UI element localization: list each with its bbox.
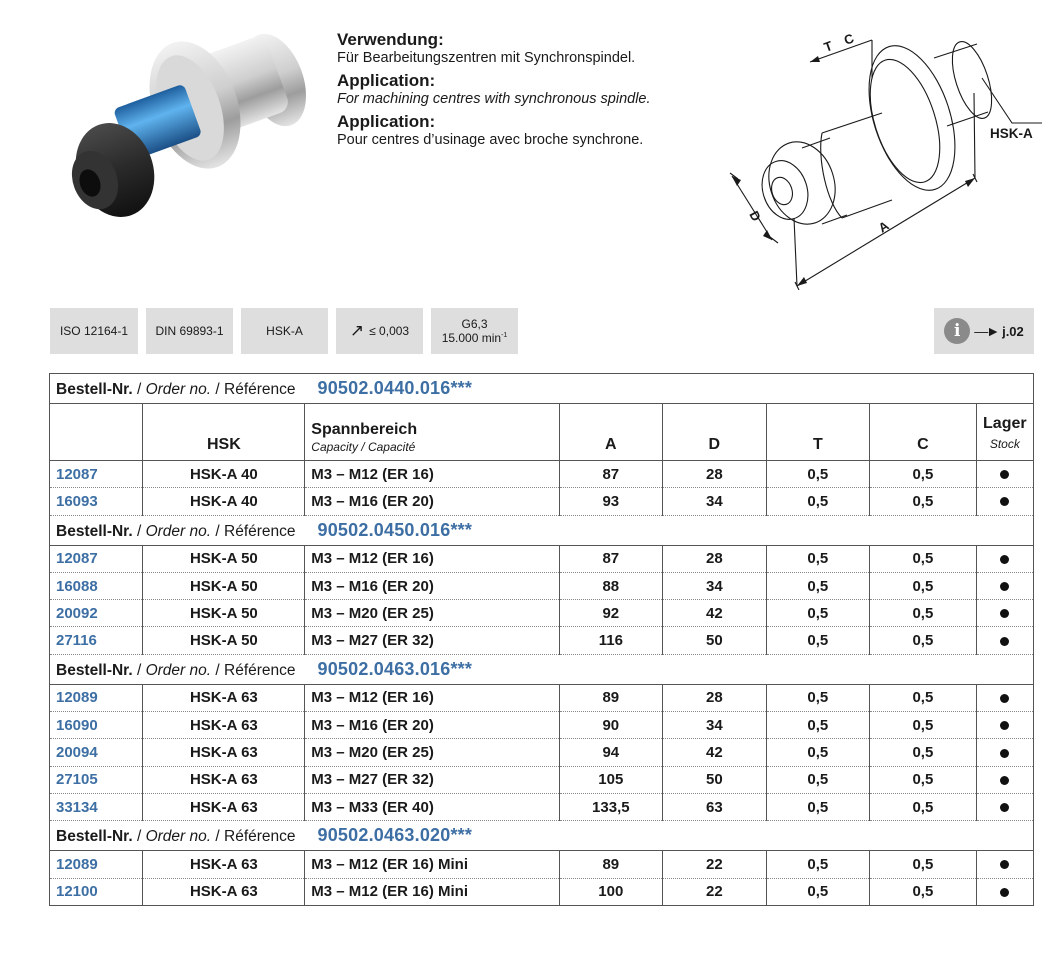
dim-t: 0,5 <box>766 600 870 627</box>
runout-arrow-icon: ↗ <box>349 321 365 340</box>
order-label-de: Bestell-Nr. <box>56 522 133 540</box>
stock-dot-icon <box>1000 555 1009 564</box>
stock-cell <box>976 545 1033 572</box>
stock-cell <box>976 461 1033 488</box>
dim-t: 0,5 <box>766 545 870 572</box>
dim-a: 94 <box>559 739 663 766</box>
dim-t: 0,5 <box>766 572 870 599</box>
dim-d: 42 <box>663 739 767 766</box>
clamping-capacity: M3 – M16 (ER 20) <box>305 712 559 739</box>
din-standard-badge: DIN 69893-1 <box>146 308 233 354</box>
table-row <box>50 600 1034 627</box>
clamping-capacity: M3 – M20 (ER 25) <box>305 600 559 627</box>
dim-d: 42 <box>663 600 767 627</box>
runout-value: ≤ 0,003 <box>369 324 410 338</box>
usage-text-fr: Pour centres d’usinage avec broche synchrone. <box>337 132 644 148</box>
usage-text-de: Für Bearbeitungszentren mit Synchronspindel. <box>337 50 636 66</box>
article-number[interactable]: 16090 <box>50 712 143 739</box>
dim-c: 0,5 <box>870 545 977 572</box>
order-label-en: Order no. <box>145 828 212 846</box>
order-group-header <box>50 515 1034 545</box>
hsk-size: HSK-A 63 <box>143 793 305 820</box>
order-label-fr: Référence <box>224 661 296 679</box>
hsk-size: HSK-A 40 <box>143 461 305 488</box>
header-stock <box>976 404 1033 461</box>
dim-a: 100 <box>559 878 663 905</box>
dim-a: 105 <box>559 766 663 793</box>
dim-t: 0,5 <box>766 488 870 515</box>
clamping-capacity: M3 – M12 (ER 16) <box>305 545 559 572</box>
dim-t: 0,5 <box>766 851 870 878</box>
stock-dot-icon <box>1000 694 1009 703</box>
dim-t: 0,5 <box>766 878 870 905</box>
clamping-capacity: M3 – M16 (ER 20) <box>305 488 559 515</box>
clamping-capacity: M3 – M20 (ER 25) <box>305 739 559 766</box>
dim-t: 0,5 <box>766 793 870 820</box>
order-label: Bestell-Nr. / Order no. / Référence <box>56 661 296 679</box>
dim-a: 87 <box>559 461 663 488</box>
dim-label-a: A <box>875 217 892 236</box>
runout-badge <box>336 308 423 354</box>
dim-c: 0,5 <box>870 766 977 793</box>
dim-label-t: T <box>821 38 835 55</box>
dim-a: 89 <box>559 684 663 711</box>
order-group-header <box>50 374 1034 404</box>
hsk-size: HSK-A 63 <box>143 684 305 711</box>
stock-dot-icon <box>1000 803 1009 812</box>
stock-cell <box>976 851 1033 878</box>
table-row <box>50 793 1034 820</box>
stock-cell <box>976 488 1033 515</box>
order-number: 90502.0463.016*** <box>317 658 473 679</box>
table-row <box>50 572 1034 599</box>
table-row <box>50 712 1034 739</box>
header-hsk: HSK <box>143 404 305 461</box>
dim-d: 28 <box>663 461 767 488</box>
dim-d: 22 <box>663 878 767 905</box>
balance-grade: G6,3 <box>461 317 488 331</box>
dim-d: 28 <box>663 684 767 711</box>
order-label-de: Bestell-Nr. <box>56 381 133 398</box>
usage-heading-en: Application: <box>337 71 436 90</box>
article-number[interactable]: 12087 <box>50 461 143 488</box>
table-row <box>50 851 1034 878</box>
order-label-de: Bestell-Nr. <box>56 661 133 679</box>
header-capacity <box>305 404 559 461</box>
stock-dot-icon <box>1000 860 1009 869</box>
stock-cell <box>976 793 1033 820</box>
balance-speed: 15.000 $\min^{-1}$ <box>441 331 508 345</box>
info-reference-code: j.02 <box>1002 323 1024 339</box>
header-c: C <box>870 404 977 461</box>
usage-fr <box>337 112 757 149</box>
dim-c: 0,5 <box>870 739 977 766</box>
order-label-fr: Référence <box>224 522 296 540</box>
order-number: 90502.0463.020*** <box>317 825 473 846</box>
header-stock-en: Stock <box>989 437 1020 451</box>
order-label-en: Order no. <box>145 381 212 398</box>
product-photo <box>40 20 310 230</box>
usage-heading-fr: Application: <box>337 112 436 131</box>
order-group-header <box>50 821 1034 851</box>
article-number[interactable]: 12100 <box>50 878 143 905</box>
dim-t: 0,5 <box>766 461 870 488</box>
table-row <box>50 461 1034 488</box>
order-label: Bestell-Nr. / Order no. / Référence <box>56 522 296 540</box>
dim-a: 92 <box>559 600 663 627</box>
header-article <box>50 404 143 461</box>
usage-text-en: For machining centres with synchronous spindle. <box>337 91 651 107</box>
clamping-capacity: M3 – M12 (ER 16) Mini <box>305 851 559 878</box>
header-stock-de: Lager <box>983 415 1027 432</box>
header-a: A <box>559 404 663 461</box>
stock-cell <box>976 766 1033 793</box>
dim-d: 28 <box>663 545 767 572</box>
stock-dot-icon <box>1000 721 1009 730</box>
info-reference-badge[interactable] <box>934 308 1034 354</box>
stock-dot-icon <box>1000 637 1009 646</box>
column-header-row <box>50 404 1034 461</box>
stock-cell <box>976 739 1033 766</box>
usage-heading-de: Verwendung: <box>337 30 444 49</box>
hsk-size: HSK-A 50 <box>143 545 305 572</box>
clamping-capacity: M3 – M33 (ER 40) <box>305 793 559 820</box>
clamping-capacity: M3 – M12 (ER 16) Mini <box>305 878 559 905</box>
usage-description <box>337 30 757 153</box>
order-number: 90502.0440.016*** <box>317 378 473 398</box>
article-number[interactable]: 16093 <box>50 488 143 515</box>
dim-t: 0,5 <box>766 684 870 711</box>
stock-cell <box>976 878 1033 905</box>
dim-c: 0,5 <box>870 600 977 627</box>
hsk-type-badge: HSK-A <box>241 308 328 354</box>
dim-a: 87 <box>559 545 663 572</box>
dim-a: 116 <box>559 627 663 654</box>
stock-dot-icon <box>1000 609 1009 618</box>
table-row <box>50 878 1034 905</box>
dim-c: 0,5 <box>870 851 977 878</box>
order-label-fr: Référence <box>224 828 296 846</box>
hsk-size: HSK-A 63 <box>143 766 305 793</box>
order-label-en: Order no. <box>145 522 212 540</box>
table-row <box>50 739 1034 766</box>
dim-d: 50 <box>663 627 767 654</box>
clamping-capacity: M3 – M12 (ER 16) <box>305 684 559 711</box>
order-label-en: Order no. <box>145 661 212 679</box>
stock-cell <box>976 572 1033 599</box>
clamping-capacity: M3 – M12 (ER 16) <box>305 461 559 488</box>
stock-cell <box>976 712 1033 739</box>
order-label: Bestell-Nr. / Order no. / Référence <box>56 381 296 398</box>
dim-t: 0,5 <box>766 766 870 793</box>
dim-d: 50 <box>663 766 767 793</box>
dim-c: 0,5 <box>870 712 977 739</box>
info-icon: i <box>944 318 970 344</box>
stock-cell <box>976 684 1033 711</box>
dim-a: 88 <box>559 572 663 599</box>
article-number[interactable]: 27105 <box>50 766 143 793</box>
table-row <box>50 627 1034 654</box>
usage-de <box>337 30 757 67</box>
article-number[interactable]: 27116 <box>50 627 143 654</box>
stock-dot-icon <box>1000 749 1009 758</box>
hsk-callout-label: HSK-A <box>990 126 1033 141</box>
order-group-cell <box>50 654 1034 684</box>
dim-c: 0,5 <box>870 572 977 599</box>
dim-a: 93 <box>559 488 663 515</box>
dim-d: 34 <box>663 572 767 599</box>
header-t: T <box>766 404 870 461</box>
header-d: D <box>663 404 767 461</box>
dim-c: 0,5 <box>870 684 977 711</box>
dim-t: 0,5 <box>766 739 870 766</box>
stock-dot-icon <box>1000 888 1009 897</box>
article-number[interactable]: 20092 <box>50 600 143 627</box>
article-number[interactable]: 33134 <box>50 793 143 820</box>
dim-a: 89 <box>559 851 663 878</box>
dim-label-d: D <box>746 208 765 224</box>
hsk-size: HSK-A 63 <box>143 878 305 905</box>
order-group-cell <box>50 821 1034 851</box>
order-label-de: Bestell-Nr. <box>56 828 133 846</box>
stock-dot-icon <box>1000 582 1009 591</box>
hsk-size: HSK-A 50 <box>143 572 305 599</box>
dim-a: 90 <box>559 712 663 739</box>
standards-row <box>50 308 518 354</box>
hsk-size: HSK-A 63 <box>143 739 305 766</box>
order-label: Bestell-Nr. / Order no. / Référence <box>56 828 296 846</box>
hsk-size: HSK-A 40 <box>143 488 305 515</box>
order-group-header <box>50 654 1034 684</box>
dim-a: 133,5 <box>559 793 663 820</box>
arrow-right-icon: —► <box>974 323 999 339</box>
dim-d: 34 <box>663 712 767 739</box>
clamping-capacity: M3 – M27 (ER 32) <box>305 766 559 793</box>
article-number[interactable]: 12087 <box>50 545 143 572</box>
dim-c: 0,5 <box>870 461 977 488</box>
usage-en <box>337 71 757 108</box>
article-number[interactable]: 12089 <box>50 684 143 711</box>
dim-d: 22 <box>663 851 767 878</box>
iso-standard-badge: ISO 12164-1 <box>50 308 138 354</box>
order-label-fr: Référence <box>224 381 296 398</box>
header-capacity-en-fr: Capacity / Capacité <box>311 440 416 454</box>
dim-label-c: C <box>841 30 856 48</box>
dim-t: 0,5 <box>766 712 870 739</box>
dim-t: 0,5 <box>766 627 870 654</box>
article-number[interactable]: 20094 <box>50 739 143 766</box>
stock-dot-icon <box>1000 776 1009 785</box>
table-row <box>50 684 1034 711</box>
dim-c: 0,5 <box>870 627 977 654</box>
dim-d: 63 <box>663 793 767 820</box>
order-group-cell <box>50 515 1034 545</box>
hsk-size: HSK-A 63 <box>143 712 305 739</box>
dim-c: 0,5 <box>870 793 977 820</box>
header-capacity-de: Spannbereich <box>311 421 418 438</box>
article-number[interactable]: 16088 <box>50 572 143 599</box>
hsk-size: HSK-A 50 <box>143 627 305 654</box>
stock-dot-icon <box>1000 470 1009 479</box>
technical-drawing <box>722 18 1042 290</box>
table-row <box>50 545 1034 572</box>
balance-badge <box>431 308 518 354</box>
hsk-size: HSK-A 50 <box>143 600 305 627</box>
dim-c: 0,5 <box>870 878 977 905</box>
dim-d: 34 <box>663 488 767 515</box>
hsk-size: HSK-A 63 <box>143 851 305 878</box>
order-number: 90502.0450.016*** <box>317 519 473 540</box>
spec-table <box>49 373 1034 906</box>
dim-c: 0,5 <box>870 488 977 515</box>
clamping-capacity: M3 – M16 (ER 20) <box>305 572 559 599</box>
clamping-capacity: M3 – M27 (ER 32) <box>305 627 559 654</box>
stock-cell <box>976 600 1033 627</box>
stock-dot-icon <box>1000 497 1009 506</box>
order-group-cell <box>50 374 1034 404</box>
table-row <box>50 766 1034 793</box>
article-number[interactable]: 12089 <box>50 851 143 878</box>
table-row <box>50 488 1034 515</box>
stock-cell <box>976 627 1033 654</box>
